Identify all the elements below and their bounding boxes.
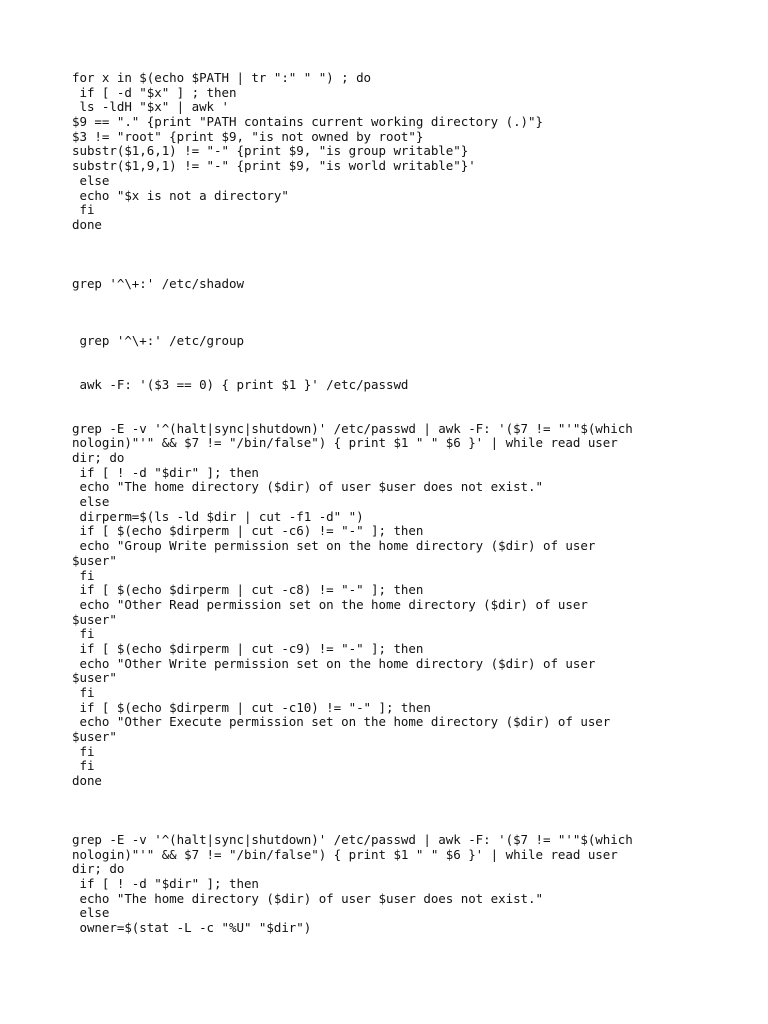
code-line: done [72,773,102,789]
code-line: fi [72,567,95,583]
home-owner-block [72,833,732,936]
code-line: echo "The home directory ($dir) of user $user does not exist." [72,890,543,906]
code-line: echo "Other Read permission set on the home directory ($dir) of user [72,596,588,612]
code-line: dir; do [72,861,125,877]
code-line: $user" [72,670,117,686]
code-line: fi [72,685,95,700]
code-line: ls -ldH "$x" | awk ' [72,99,229,115]
code-line: if [ $(echo $dirperm | cut -c6) != "-" ]; then [72,523,424,539]
code-line: if [ ! -d "$dir" ]; then [72,875,259,891]
code-line: nologin)"'" && $7 != "/bin/false") { print $1 " " $6 }' | while read user [72,846,618,862]
path-check-block [72,71,732,233]
code-line: echo "The home directory ($dir) of user $user does not exist." [72,479,543,495]
code-line: substr($1,9,1) != "-" {print $9, "is world writable"}' [72,158,476,174]
home-permission-block [72,422,732,789]
code-line: echo "Other Execute permission set on the home directory ($dir) of user [72,714,611,730]
code-line: done [72,216,102,232]
code-line: grep -E -v '^(halt|sync|shutdown)' /etc/passwd | awk -F: '($7 != "'"$(which [72,831,633,847]
document-page [72,71,732,936]
code-line: $user" [72,611,117,627]
code-line: owner=$(stat -L -c "%U" "$dir") [72,919,312,935]
code-line: if [ $(echo $dirperm | cut -c10) != "-" ]; then [72,699,431,715]
code-line: $user" [72,729,117,745]
code-line: dir; do [72,450,125,465]
code-line: dirperm=$(ls -ld $dir | cut -f1 -d" ") [72,508,364,524]
code-line: nologin)"'" && $7 != "/bin/false") { print $1 " " $6 }' | while read user [72,435,618,451]
code-line: substr($1,6,1) != "-" {print $9, "is group writable"} [72,143,469,159]
code-line: if [ $(echo $dirperm | cut -c9) != "-" ]; then [72,640,424,656]
code-line: else [72,172,110,188]
uid-zero-block [72,378,732,393]
group-grep-block [72,334,732,349]
code-line: fi [72,743,95,759]
code-line: awk -F: '($3 == 0) { print $1 }' /etc/passwd [72,376,409,392]
code-line: grep '^\+:' /etc/group [72,333,244,349]
code-line: else [72,905,110,921]
code-line: $3 != "root" {print $9, "is not owned by root"} [72,128,424,144]
code-line: fi [72,202,95,218]
code-line: echo "Other Write permission set on the home directory ($dir) of user [72,655,596,671]
code-line: fi [72,758,95,774]
code-line: $user" [72,552,117,568]
code-line: if [ -d "$x" ] ; then [72,84,237,100]
code-line: for x in $(echo $PATH | tr ":" " ") ; do [72,70,372,85]
code-line: echo "Group Write permission set on the home directory ($dir) of user [72,538,596,554]
code-line: grep -E -v '^(halt|sync|shutdown)' /etc/passwd | awk -F: '($7 != "'"$(which [72,420,633,436]
code-line: if [ ! -d "$dir" ]; then [72,464,259,480]
shadow-grep-block [72,277,732,292]
code-line: if [ $(echo $dirperm | cut -c8) != "-" ]; then [72,582,424,598]
code-line: grep '^\+:' /etc/shadow [72,275,244,291]
code-line: fi [72,626,95,642]
code-line: else [72,494,110,510]
code-line: $9 == "." {print "PATH contains current working directory (.)"} [72,114,543,130]
code-line: echo "$x is not a directory" [72,187,289,203]
